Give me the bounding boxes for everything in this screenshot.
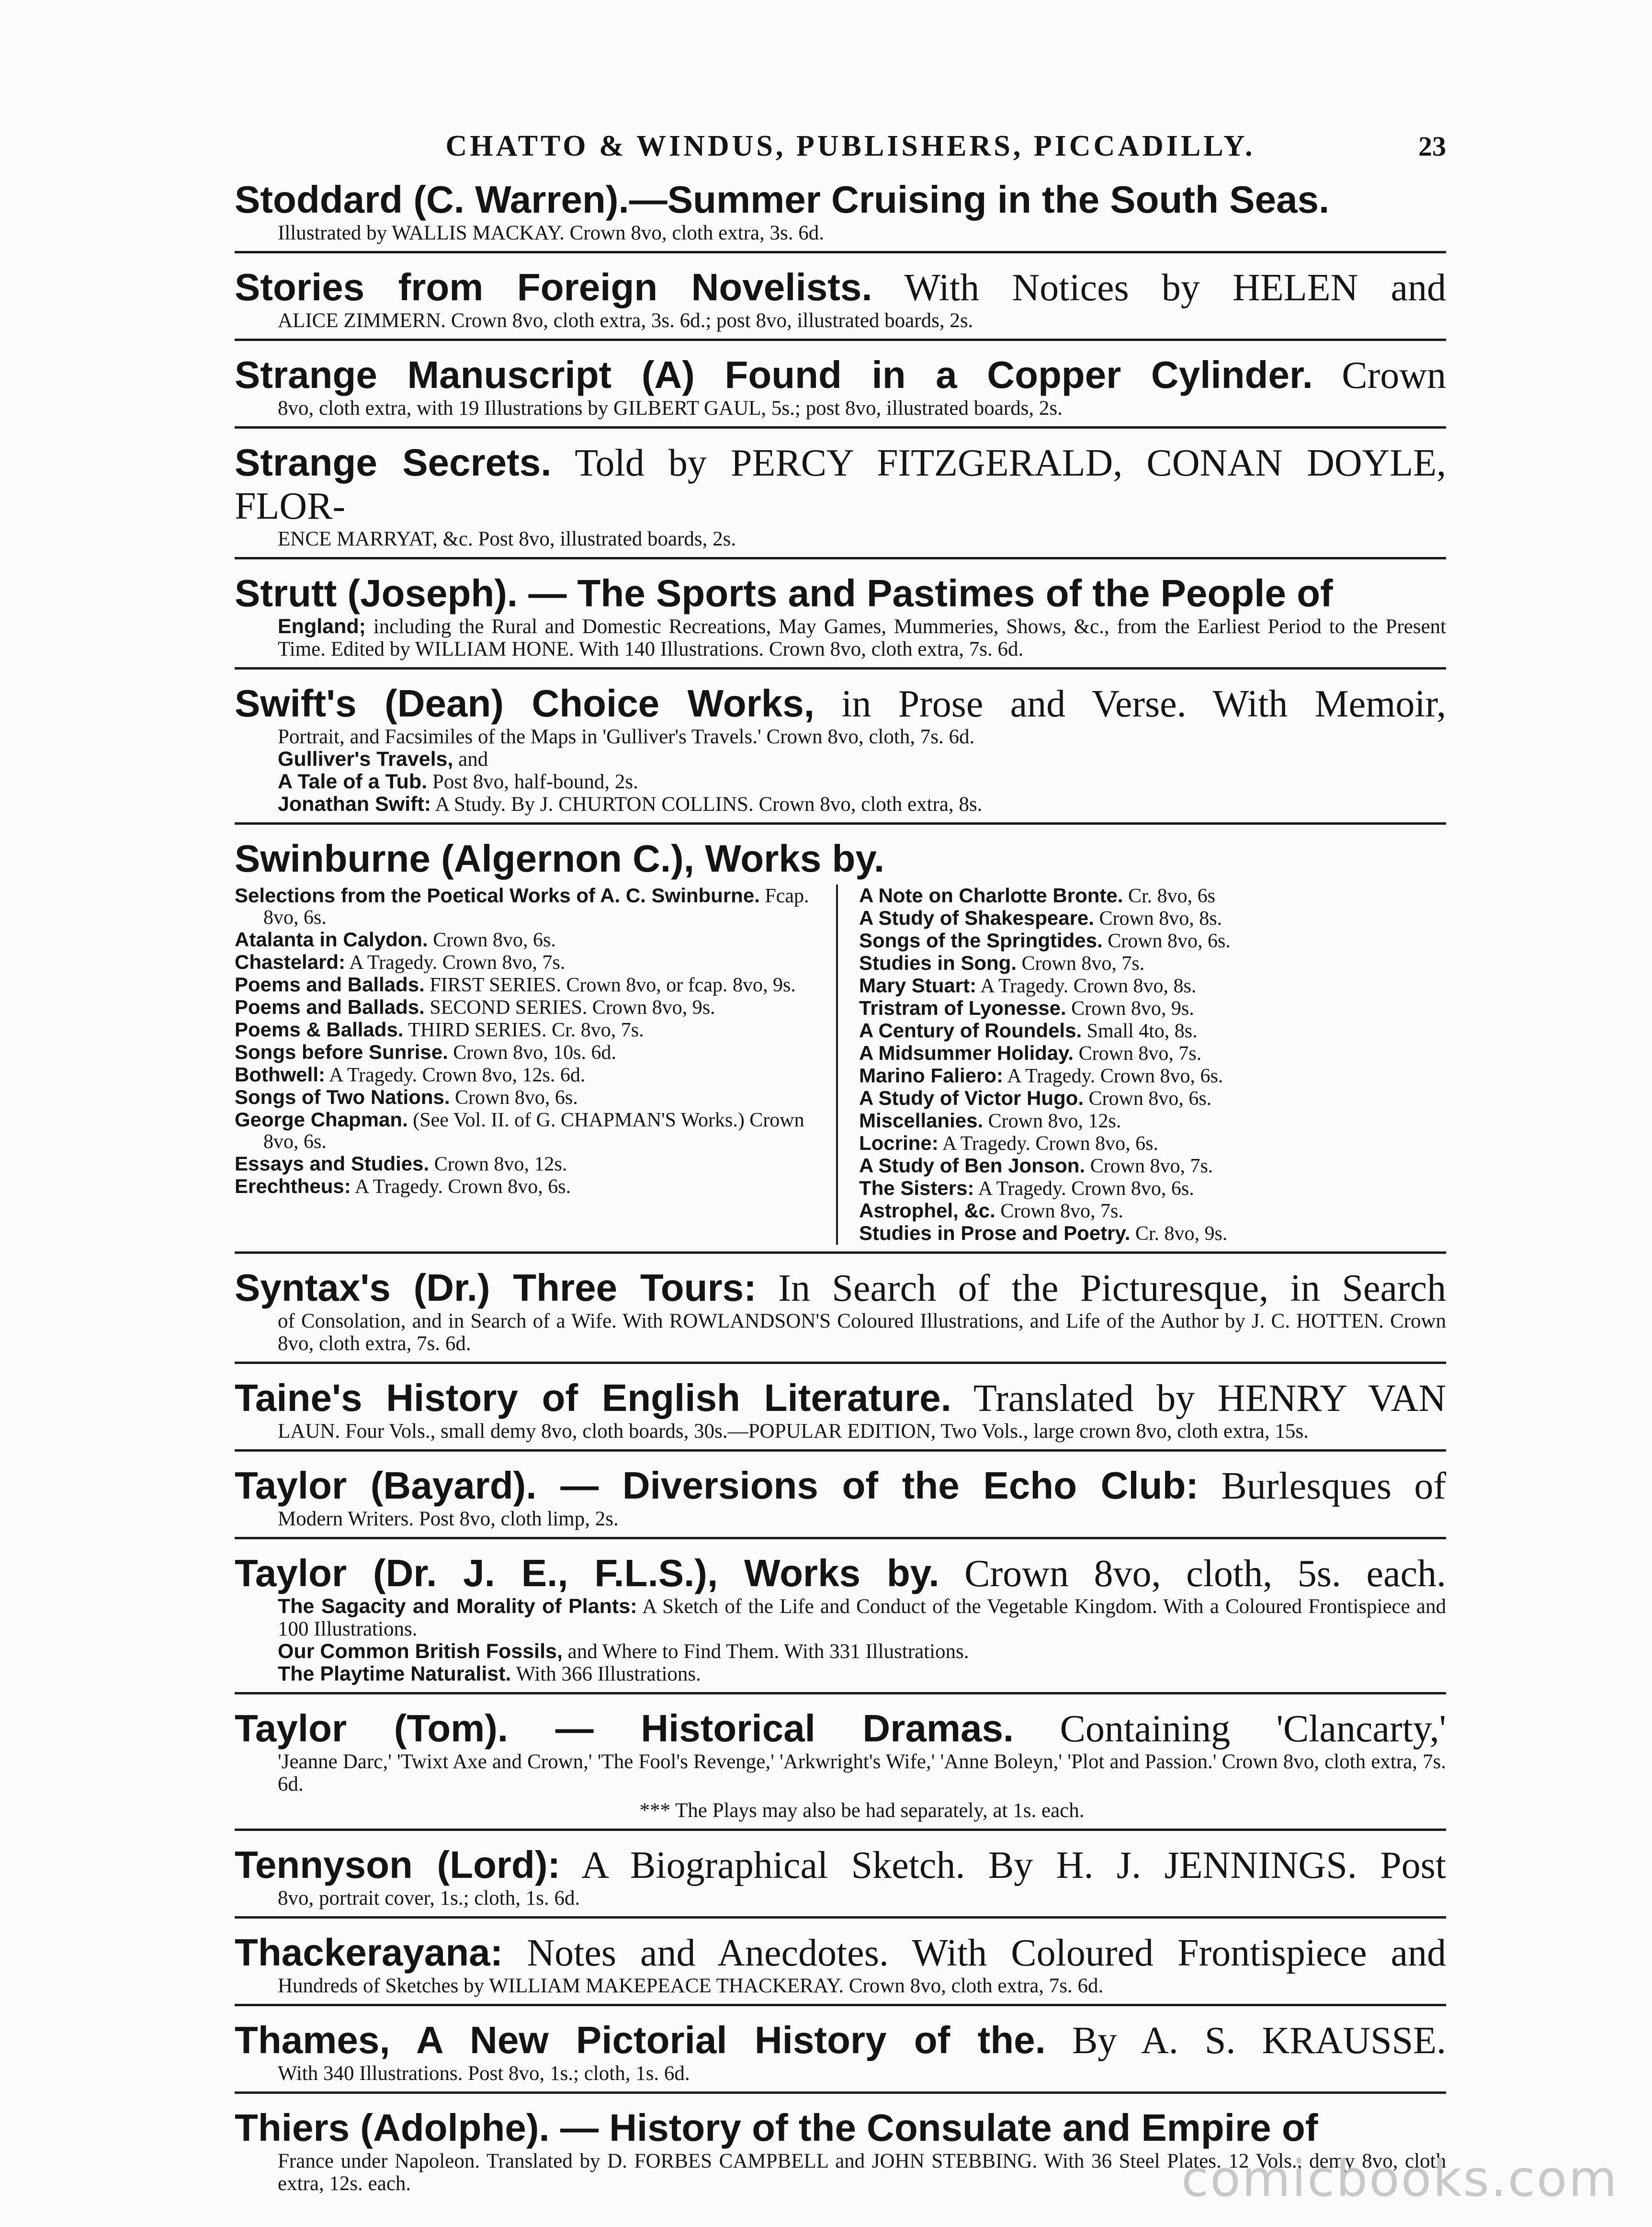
description-text: of Consolation, and in Search of a Wife. With ROWLANDSON'S Coloured Illustrations, and Life of the Author by J. C. HOTTEN. Crown 8vo, cloth extra, 7s. 6d. xyxy=(278,1310,1446,1355)
description-bold: England; xyxy=(278,615,366,638)
entry-heading xyxy=(235,1843,1446,1887)
description-text: Illustrated by WALLIS MACKAY. Crown 8vo, cloth extra, 3s. 6d. xyxy=(278,222,825,244)
work-item xyxy=(235,974,822,996)
entry-title: Taylor (Dr. J. E., F.L.S.), Works by. xyxy=(235,1552,939,1594)
swinburne-works-columns xyxy=(235,885,1446,1245)
work-title: Poems & Ballads. xyxy=(235,1018,404,1041)
entry-heading-rest: A Biographical Sketch. By H. J. JENNINGS. Post xyxy=(581,1844,1446,1886)
sub-work xyxy=(278,1595,1446,1640)
work-title: Atalanta in Calydon. xyxy=(235,928,428,951)
work-detail: Crown 8vo, 6s. xyxy=(1108,930,1231,952)
description-text: With 340 Illustrations. Post 8vo, 1s.; cloth, 1s. 6d. xyxy=(278,2062,690,2085)
work-item xyxy=(235,1109,822,1153)
sub-work-title: A Tale of a Tub. xyxy=(278,770,428,793)
catalogue-entry xyxy=(235,172,1446,251)
work-detail: A Tragedy. Crown 8vo, 12s. 6d. xyxy=(329,1064,586,1086)
work-title: Songs of the Springtides. xyxy=(859,929,1103,952)
work-detail: A Tragedy. Crown 8vo, 6s. xyxy=(354,1176,571,1198)
sub-work-detail: Post 8vo, half-bound, 2s. xyxy=(432,771,638,793)
work-item xyxy=(235,1041,822,1064)
entry-description xyxy=(235,2062,1446,2085)
entry-description xyxy=(235,1595,1446,1685)
entries-block-2 xyxy=(235,1251,1446,2202)
work-item xyxy=(859,1087,1446,1110)
entry-heading xyxy=(235,1931,1446,1975)
swinburne-left-column xyxy=(235,885,836,1245)
entry-heading-rest: With Notices by HELEN and xyxy=(904,267,1446,309)
work-item xyxy=(235,951,822,974)
work-detail: Crown 8vo, 7s. xyxy=(1000,1200,1123,1222)
work-title: The Sisters: xyxy=(859,1177,974,1199)
description-text: LAUN. Four Vols., small demy 8vo, cloth boards, 30s.—POPULAR EDITION, Two Vols., large crown 8vo, cloth extra, 15s. xyxy=(278,1420,1309,1443)
work-title: Studies in Prose and Poetry. xyxy=(859,1222,1131,1244)
running-head xyxy=(235,129,1446,172)
work-detail: Crown 8vo, 12s. xyxy=(434,1153,567,1175)
entry-title: Strange Secrets. xyxy=(235,441,552,484)
description-text: 'Jeanne Darc,' 'Twixt Axe and Crown,' 'The Fool's Revenge,' 'Arkwright's Wife,' 'Anne Boleyn,' 'Plot and Passion.' Crown 8vo, cloth extra, 7s. 6d. xyxy=(278,1750,1446,1795)
work-item xyxy=(235,885,822,929)
work-detail: Crown 8vo, 9s. xyxy=(1071,998,1194,1020)
sub-work xyxy=(278,1640,1446,1663)
entry-heading-rest: Translated by HENRY VAN xyxy=(973,1377,1447,1420)
work-title: Poems and Ballads. xyxy=(235,996,425,1018)
work-item xyxy=(859,1042,1446,1065)
work-item xyxy=(859,975,1446,997)
work-item xyxy=(859,1222,1446,1245)
entry-heading xyxy=(235,682,1446,726)
entry-description xyxy=(235,1420,1446,1443)
entry-description xyxy=(235,1750,1446,1822)
entry-title: Taylor (Tom). — Historical Dramas. xyxy=(235,1707,1014,1750)
swinburne-right-column xyxy=(836,885,1446,1245)
catalogue-entry xyxy=(235,1692,1446,1829)
work-item xyxy=(235,1086,822,1109)
watermark: comicbooks.com xyxy=(1181,2149,1618,2208)
entry-title: Tennyson (Lord): xyxy=(235,1843,561,1886)
entry-title: Swift's (Dean) Choice Works, xyxy=(235,682,815,725)
work-item xyxy=(235,929,822,951)
entry-description xyxy=(235,1887,1446,1909)
description-text: 8vo, portrait cover, 1s.; cloth, 1s. 6d. xyxy=(278,1887,580,1909)
work-detail: Crown 8vo, 12s. xyxy=(988,1110,1121,1132)
work-title: Songs before Sunrise. xyxy=(235,1041,448,1063)
entry-heading-rest: Containing 'Clancarty,' xyxy=(1060,1708,1447,1750)
work-item xyxy=(235,1064,822,1086)
work-item xyxy=(859,885,1446,907)
work-title: A Midsummer Holiday. xyxy=(859,1042,1074,1064)
catalogue-entry xyxy=(235,1449,1446,1537)
work-item xyxy=(859,1132,1446,1155)
work-detail: A Tragedy. Crown 8vo, 8s. xyxy=(980,975,1197,997)
entry-heading xyxy=(235,2019,1446,2062)
entry-heading xyxy=(235,178,1446,222)
work-item xyxy=(235,1175,822,1198)
work-detail: (See Vol. II. of G. CHAPMAN'S Works.) Crown 8vo, 6s. xyxy=(263,1109,804,1153)
entry-title: Swinburne (Algernon C.), Works by. xyxy=(235,837,885,880)
work-title: Tristram of Lyonesse. xyxy=(859,997,1066,1019)
work-detail: A Tragedy. Crown 8vo, 6s. xyxy=(978,1178,1194,1200)
catalogue-entry xyxy=(235,667,1446,822)
work-item xyxy=(859,952,1446,975)
work-title: Mary Stuart: xyxy=(859,974,977,997)
work-item xyxy=(859,1065,1446,1087)
entry-description xyxy=(235,615,1446,660)
work-detail: SECOND SERIES. Crown 8vo, 9s. xyxy=(430,997,715,1019)
work-title: George Chapman. xyxy=(235,1108,408,1131)
catalogue-entry xyxy=(235,2004,1446,2091)
sub-work-title: Our Common British Fossils, xyxy=(278,1640,563,1663)
sub-work-detail: A Study. By J. CHURTON COLLINS. Crown 8vo, cloth extra, 8s. xyxy=(435,793,983,816)
work-title: A Study of Victor Hugo. xyxy=(859,1087,1084,1109)
entry-heading xyxy=(235,441,1446,528)
work-detail: Small 4to, 8s. xyxy=(1086,1020,1198,1042)
entry-heading-rest: Told by PERCY FITZGERALD, CONAN DOYLE, FLOR- xyxy=(235,442,1447,527)
sub-work xyxy=(278,771,1446,793)
work-item xyxy=(859,1155,1446,1177)
description-text: including the Rural and Domestic Recreations, May Games, Mummeries, Shows, &c., from the Earliest Period to the Present Time. Edited by WILLIAM HONE. With 140 Illustrations. Crown 8vo, cloth extra, 7s. 6d. xyxy=(278,615,1446,660)
work-item xyxy=(859,907,1446,930)
entry-description xyxy=(235,1508,1446,1530)
work-title: A Study of Shakespeare. xyxy=(859,907,1094,929)
entry-heading xyxy=(235,1266,1446,1310)
entry-description xyxy=(235,528,1446,550)
swinburne-entry xyxy=(235,822,1446,1251)
catalogue-entry xyxy=(235,557,1446,667)
sub-work xyxy=(278,793,1446,816)
sub-work xyxy=(278,748,1446,771)
entry-heading-rest: By A. S. KRAUSSE. xyxy=(1072,2020,1447,2062)
description-text: ENCE MARRYAT, &c. Post 8vo, illustrated boards, 2s. xyxy=(278,528,736,550)
description-text: France under Napoleon. Translated by D. FORBES CAMPBELL and JOHN STEBBING. With 36 Steel Plates. 12 Vols., demy 8vo, cloth extra, 12s. each. xyxy=(278,2150,1446,2195)
description-text: Modern Writers. Post 8vo, cloth limp, 2s. xyxy=(278,1508,619,1530)
entry-title: Thames, A New Pictorial History of the. xyxy=(235,2019,1046,2061)
work-item xyxy=(859,997,1446,1020)
catalogue-entry xyxy=(235,1916,1446,2004)
work-title: A Study of Ben Jonson. xyxy=(859,1154,1086,1177)
entry-heading-rest: Crown xyxy=(1342,354,1446,397)
work-detail: A Tragedy. Crown 8vo, 6s. xyxy=(1007,1065,1223,1087)
work-title: Astrophel, &c. xyxy=(859,1199,996,1222)
work-title: Essays and Studies. xyxy=(235,1152,430,1175)
work-detail: Crown 8vo, 7s. xyxy=(1021,953,1145,975)
catalogue-entry xyxy=(235,251,1446,339)
catalogue-entry xyxy=(235,1251,1446,1362)
work-detail: Cr. 8vo, 6s xyxy=(1128,885,1215,907)
entry-heading xyxy=(235,1707,1446,1750)
entry-heading xyxy=(235,2106,1446,2150)
sub-work xyxy=(278,1663,1446,1685)
entry-note: *** The Plays may also be had separately, at 1s. each. xyxy=(639,1799,1085,1822)
catalogue-entry xyxy=(235,1362,1446,1449)
entry-description xyxy=(235,1975,1446,1997)
entry-heading xyxy=(235,266,1446,309)
entry-title: Stoddard (C. Warren).—Summer Cruising in the South Seas. xyxy=(235,178,1330,221)
work-item xyxy=(235,996,822,1019)
work-title: Selections from the Poetical Works of A. C. Swinburne. xyxy=(235,884,760,907)
entry-description xyxy=(235,1310,1446,1355)
entry-heading-rest: Notes and Anecdotes. With Coloured Frontispiece and xyxy=(527,1932,1447,1974)
catalogue-entry xyxy=(235,339,1446,426)
work-item xyxy=(235,1153,822,1175)
sub-work-detail: and xyxy=(458,748,488,771)
entry-heading xyxy=(235,353,1446,397)
sub-work-detail: and Where to Find Them. With 331 Illustrations. xyxy=(567,1640,969,1663)
description-text: 8vo, cloth extra, with 19 Illustrations by GILBERT GAUL, 5s.; post 8vo, illustrated boards, 2s. xyxy=(278,397,1063,420)
work-detail: Crown 8vo, 10s. 6d. xyxy=(453,1042,616,1064)
sub-work-title: The Sagacity and Morality of Plants: xyxy=(278,1595,637,1618)
description-text: ALICE ZIMMERN. Crown 8vo, cloth extra, 3s. 6d.; post 8vo, illustrated boards, 2s. xyxy=(278,309,973,332)
entry-description xyxy=(235,222,1446,244)
work-title: Chastelard: xyxy=(235,951,346,973)
work-title: Marino Faliero: xyxy=(859,1064,1004,1087)
entry-title: Strutt (Joseph). — The Sports and Pastimes of the People of xyxy=(235,572,1333,614)
entry-heading xyxy=(235,1552,1446,1595)
catalogue-entry xyxy=(235,1829,1446,1916)
work-title: Erechtheus: xyxy=(235,1175,351,1197)
entry-title: Stories from Foreign Novelists. xyxy=(235,266,872,308)
entry-heading-rest: Burlesques of xyxy=(1221,1465,1447,1507)
work-detail: Crown 8vo, 7s. xyxy=(1078,1043,1202,1065)
entry-title: Strange Manuscript (A) Found in a Copper Cylinder. xyxy=(235,353,1313,396)
work-detail: Cr. 8vo, 9s. xyxy=(1135,1223,1228,1245)
work-item xyxy=(859,1177,1446,1200)
work-title: Miscellanies. xyxy=(859,1109,984,1132)
work-detail: THIRD SERIES. Cr. 8vo, 7s. xyxy=(408,1019,644,1041)
entry-title: Thackerayana: xyxy=(235,1931,503,1974)
work-title: Poems and Ballads. xyxy=(235,973,425,996)
work-title: Locrine: xyxy=(859,1132,939,1154)
entry-title: Syntax's (Dr.) Three Tours: xyxy=(235,1266,757,1309)
work-detail: A Tragedy. Crown 8vo, 6s. xyxy=(942,1133,1159,1155)
catalogue-entry xyxy=(235,426,1446,557)
sub-work-title: The Playtime Naturalist. xyxy=(278,1662,511,1685)
work-item xyxy=(859,1200,1446,1222)
entry-description xyxy=(235,726,1446,816)
entry-heading xyxy=(235,1464,1446,1508)
entry-heading-rest: in Prose and Verse. With Memoir, xyxy=(841,683,1446,725)
running-head-title: CHATTO & WINDUS, PUBLISHERS, PICCADILLY. xyxy=(445,130,1256,162)
sub-work-title: Jonathan Swift: xyxy=(278,793,431,816)
work-detail: Fcap. 8vo, 6s. xyxy=(263,885,809,929)
work-title: A Note on Charlotte Bronte. xyxy=(859,884,1123,907)
entry-heading xyxy=(235,1376,1446,1420)
entries-block-1 xyxy=(235,172,1446,822)
page-number: 23 xyxy=(1418,131,1446,162)
work-detail: A Tragedy. Crown 8vo, 7s. xyxy=(349,952,566,974)
work-item xyxy=(859,1020,1446,1042)
work-title: A Century of Roundels. xyxy=(859,1019,1082,1042)
work-detail: Crown 8vo, 6s. xyxy=(1088,1088,1212,1110)
sub-work-title: Gulliver's Travels, xyxy=(278,748,453,771)
entry-heading xyxy=(235,837,1446,881)
entry-heading-rest: Crown 8vo, cloth, 5s. each. xyxy=(964,1553,1447,1595)
sub-work-detail: A Sketch of the Life and Conduct of the Vegetable Kingdom. With a Coloured Frontispiece and 100 Illustrations. xyxy=(278,1595,1446,1640)
work-item xyxy=(235,1019,822,1041)
sub-work-detail: With 366 Illustrations. xyxy=(516,1663,701,1685)
work-item xyxy=(859,930,1446,952)
entry-description xyxy=(235,397,1446,420)
work-title: Songs of Two Nations. xyxy=(235,1086,450,1108)
work-detail: Crown 8vo, 7s. xyxy=(1090,1155,1213,1177)
work-detail: Crown 8vo, 6s. xyxy=(433,929,556,951)
work-title: Bothwell: xyxy=(235,1063,325,1086)
entry-heading-rest: In Search of the Picturesque, in Search xyxy=(778,1267,1447,1309)
catalogue-page xyxy=(235,129,1446,2202)
entry-description xyxy=(235,309,1446,332)
entry-title: Thiers (Adolphe). — History of the Consulate and Empire of xyxy=(235,2106,1318,2149)
work-detail: Crown 8vo, 6s. xyxy=(455,1087,578,1109)
work-detail: Crown 8vo, 8s. xyxy=(1099,908,1222,930)
work-item xyxy=(859,1110,1446,1132)
entry-title: Taine's History of English Literature. xyxy=(235,1376,951,1419)
description-text: Hundreds of Sketches by WILLIAM MAKEPEACE THACKERAY. Crown 8vo, cloth extra, 7s. 6d. xyxy=(278,1975,1104,1997)
description-text: Portrait, and Facsimiles of the Maps in 'Gulliver's Travels.' Crown 8vo, cloth, 7s. 6d. xyxy=(278,726,975,748)
catalogue-entry xyxy=(235,1537,1446,1692)
entry-title: Taylor (Bayard). — Diversions of the Echo Club: xyxy=(235,1464,1199,1507)
work-detail: FIRST SERIES. Crown 8vo, or fcap. 8vo, 9s. xyxy=(430,974,796,996)
work-title: Studies in Song. xyxy=(859,952,1017,974)
entry-heading xyxy=(235,572,1446,615)
